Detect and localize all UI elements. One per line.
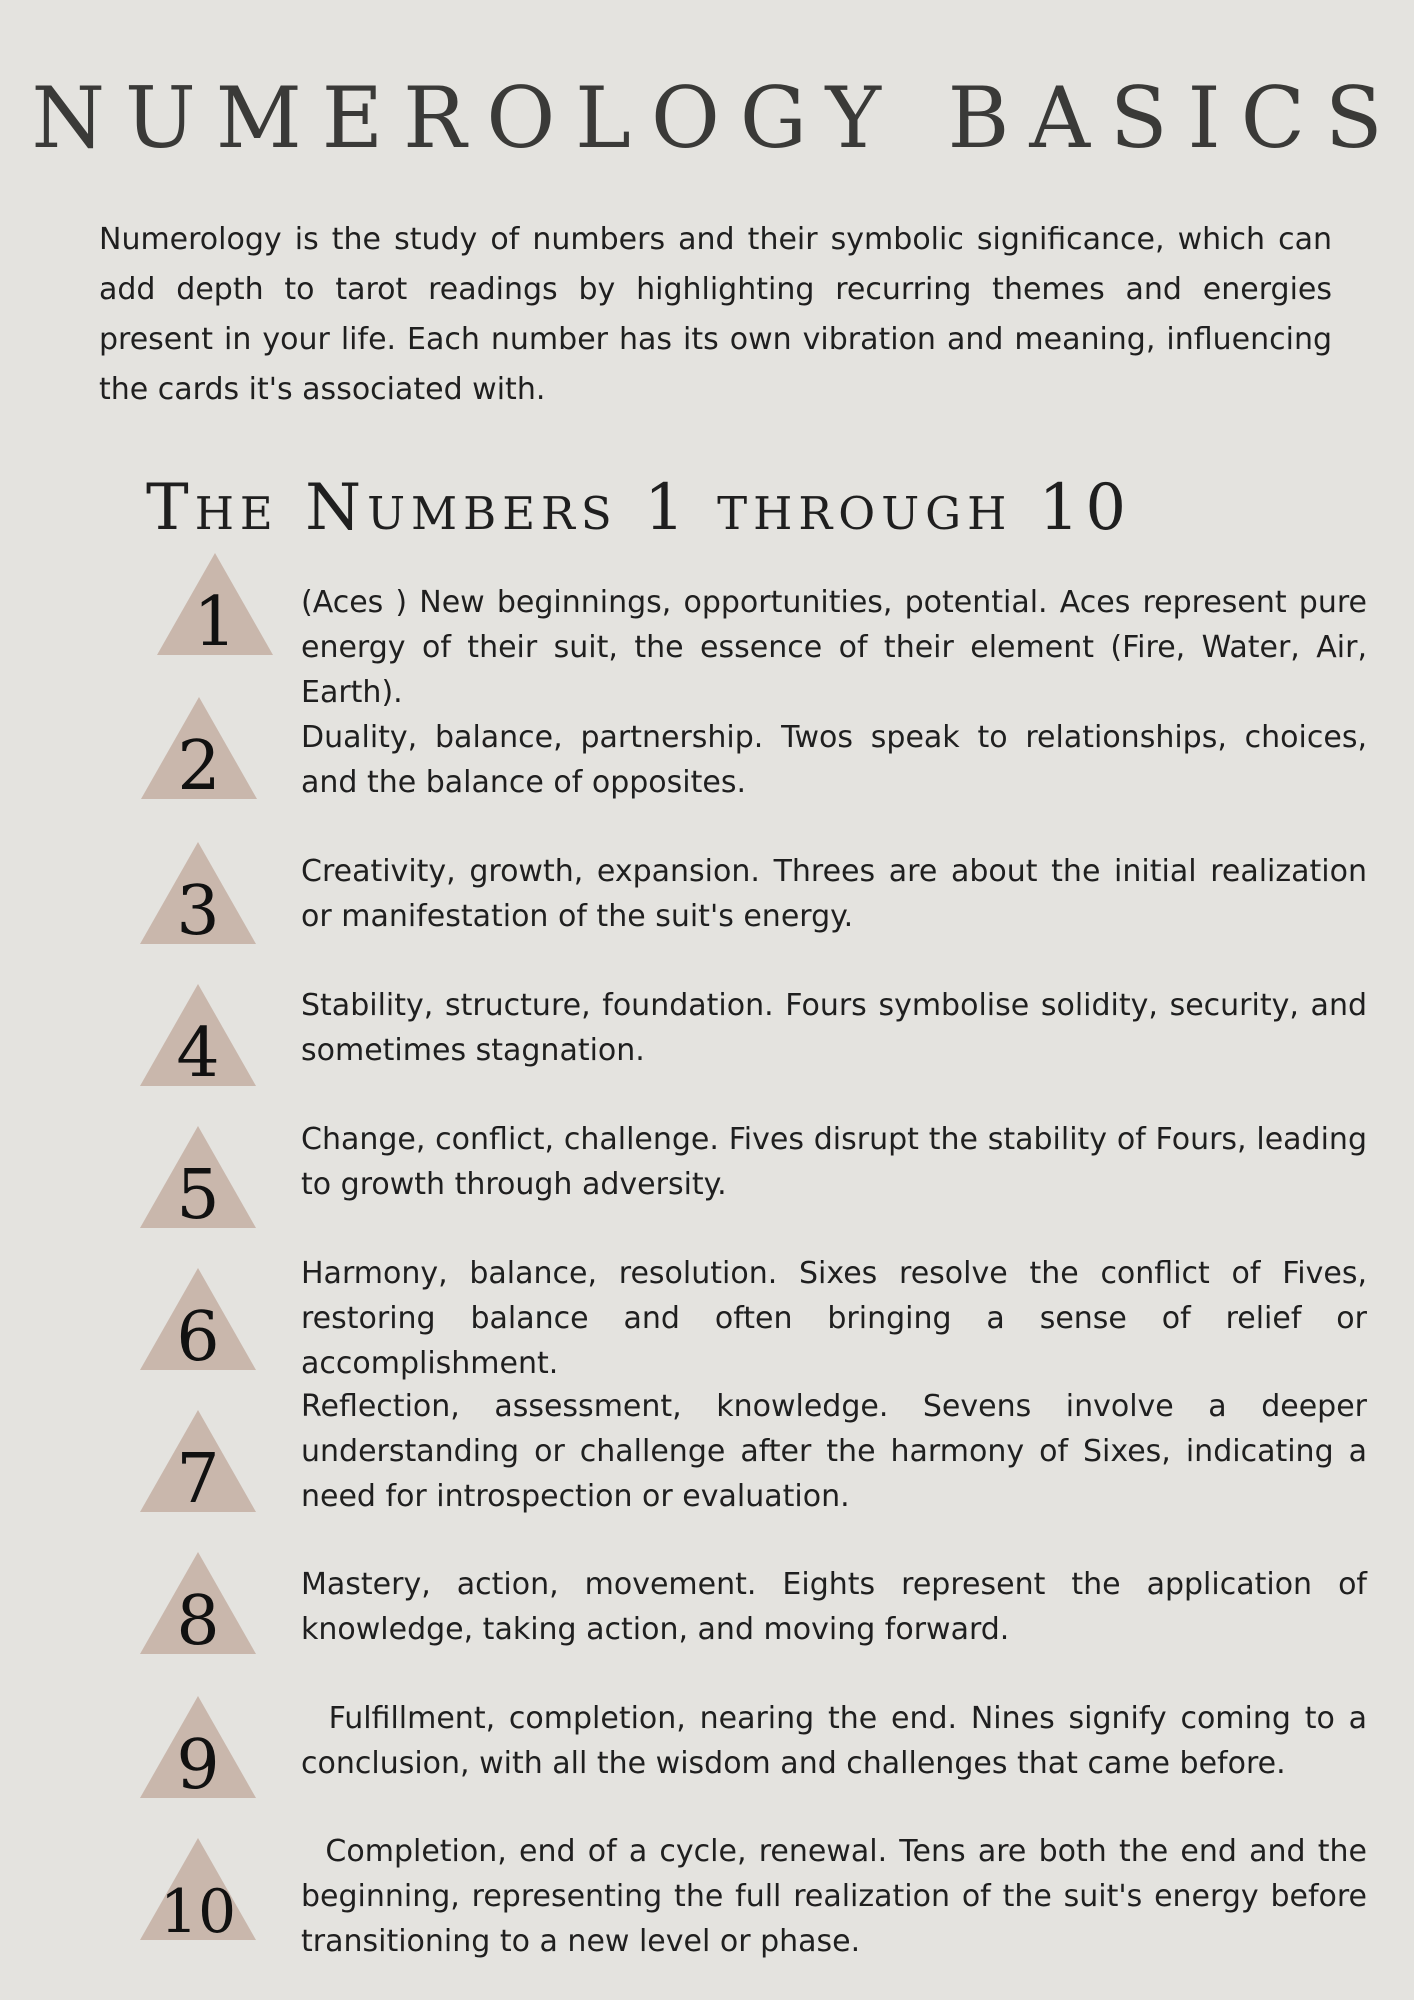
number-description: Harmony, balance, resolution. Sixes resolve the conflict of Fives, restoring balance and often bringing a sense of relief or accomplishment. [301, 1256, 1377, 1381]
page-title: NUMEROLOGY BASICS [31, 69, 1403, 167]
number-description: Reflection, assessment, knowledge. Sevens involve a deeper understanding or challenge after the harmony of Sixes, indicating a need for introspection or evaluation. [301, 1389, 1377, 1514]
number-label: 2 [177, 727, 221, 806]
number-label: 5 [176, 1156, 220, 1235]
triangle-icon [140, 1696, 256, 1805]
triangle-icon [140, 1410, 256, 1519]
number-description: Change, conflict, challenge. Fives disrupt the stability of Fours, leading to growth through adversity. [301, 1122, 1377, 1202]
triangle-icon [140, 1838, 256, 1947]
number-description: Creativity, growth, expansion. Threes are about the initial realization or manifestation of the suit's energy. [301, 854, 1377, 934]
number-description: Stability, structure, foundation. Fours symbolise solidity, security, and sometimes stagnation. [301, 988, 1377, 1068]
number-description: Mastery, action, movement. Eights represent the application of knowledge, taking action, and moving forward. [301, 1567, 1377, 1647]
triangle-icon [140, 842, 256, 951]
triangle-icon [140, 984, 256, 1093]
triangle-icon [140, 1268, 256, 1377]
number-label: 4 [176, 1014, 220, 1093]
number-label: 10 [159, 1877, 237, 1947]
number-description: (Aces ) New beginnings, opportunities, potential. Aces represent pure energy of their suit, the essence of their element (Fire, Water, Air, Earth). [301, 585, 1377, 710]
number-label: 7 [176, 1440, 220, 1519]
triangle-icon [140, 1552, 256, 1661]
number-label: 3 [176, 872, 220, 951]
number-description: Completion, end of a cycle, renewal. Tens are both the end and the beginning, representing the full realization of the suit's energy before transitioning to a new level or phase. [301, 1834, 1377, 1959]
number-description: Fulfillment, completion, nearing the end. Nines signify coming to a conclusion, with all the wisdom and challenges that came before. [301, 1701, 1377, 1781]
number-description: Duality, balance, partnership. Twos speak to relationships, choices, and the balance of opposites. [301, 720, 1377, 800]
intro-paragraph: Numerology is the study of numbers and their symbolic significance, which can add depth to tarot readings by highlighting recurring themes and energies present in your life. Each number has its own vibration and meaning, influencing the cards it's associated with. [99, 222, 1332, 407]
number-label: 8 [176, 1582, 220, 1661]
triangle-icon [140, 1126, 256, 1235]
number-label: 6 [176, 1298, 220, 1377]
section-title: The Numbers 1 through 10 [146, 471, 1133, 545]
number-label: 9 [176, 1726, 220, 1805]
number-label: 1 [193, 583, 237, 662]
triangle-icon [157, 553, 273, 662]
triangle-icon [141, 697, 257, 806]
